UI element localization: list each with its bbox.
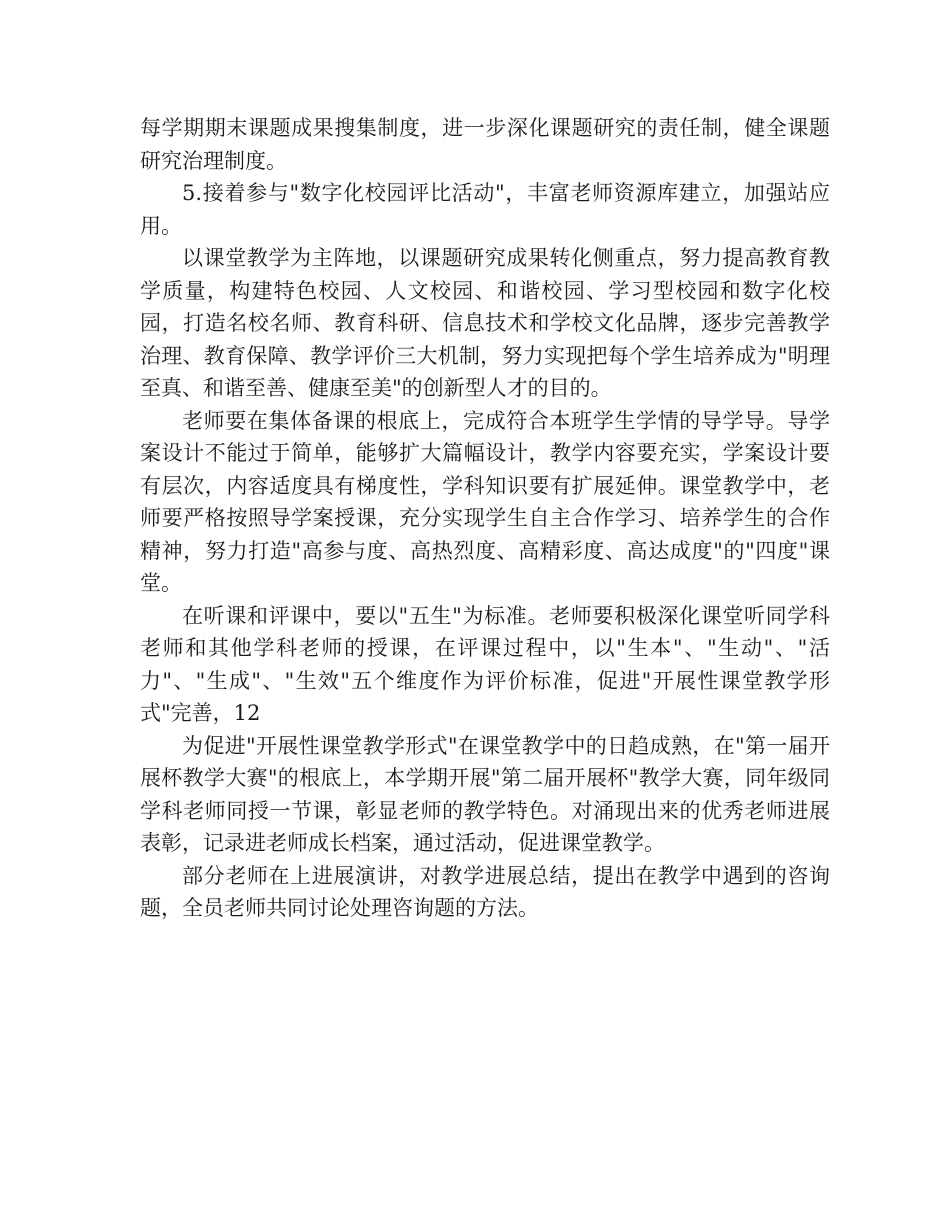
paragraph-2: 5.接着参与"数字化校园评比活动"，丰富老师资源库建立，加强站应用。 bbox=[140, 181, 830, 238]
paragraph-4: 老师要在集体备课的根底上，完成符合本班学生学情的导学导。导学案设计不能过于简单，能够扩大篇幅设计，教学内容要充实，学案设计要有层次，内容适度具有梯度性，学科知识要有扩展延伸。课堂教学中，老师要严格按照导学案授课，充分实现学生自主合作学习、培养学生的合作精神，努力打造"高参与度、高热烈度、高精彩度、高达成度"的"四度"课堂。 bbox=[140, 408, 830, 595]
paragraph-3: 以课堂教学为主阵地，以课题研究成果转化侧重点，努力提高教育教学质量，构建特色校园、人文校园、和谐校园、学习型校园和数字化校园，打造名校名师、教育科研、信息技术和学校文化品牌，逐步完善教学治理、教育保障、教学评价三大机制，努力实现把每个学生培养成为"明理至真、和谐至善、健康至美"的创新型人才的目的。 bbox=[140, 246, 830, 400]
paragraph-1: 每学期期末课题成果搜集制度，进一步深化课题研究的责任制，健全课题研究治理制度。 bbox=[140, 116, 830, 173]
paragraph-6: 为促进"开展性课堂教学形式"在课堂教学中的日趋成熟，在"第一届开展杯教学大赛"的根底上，本学期开展"第二届开展杯"教学大赛，同年级同学科老师同授一节课，彰显老师的教学特色。对涌现出来的优秀老师进展表彰，记录进老师成长档案，通过活动，促进课堂教学。 bbox=[140, 733, 830, 855]
document-body bbox=[140, 112, 830, 925]
paragraph-5: 在听课和评课中，要以"五生"为标准。老师要积极深化课堂听同学科老师和其他学科老师的授课，在评课过程中，以"生本"、"生动"、"活力"、"生成"、"生效"五个维度作为评价标准，促进"开展性课堂教学形式"完善，12 bbox=[140, 603, 830, 725]
paragraph-7: 部分老师在上进展演讲，对教学进展总结，提出在教学中遇到的咨询题，全员老师共同讨论处理咨询题的方法。 bbox=[140, 863, 830, 920]
